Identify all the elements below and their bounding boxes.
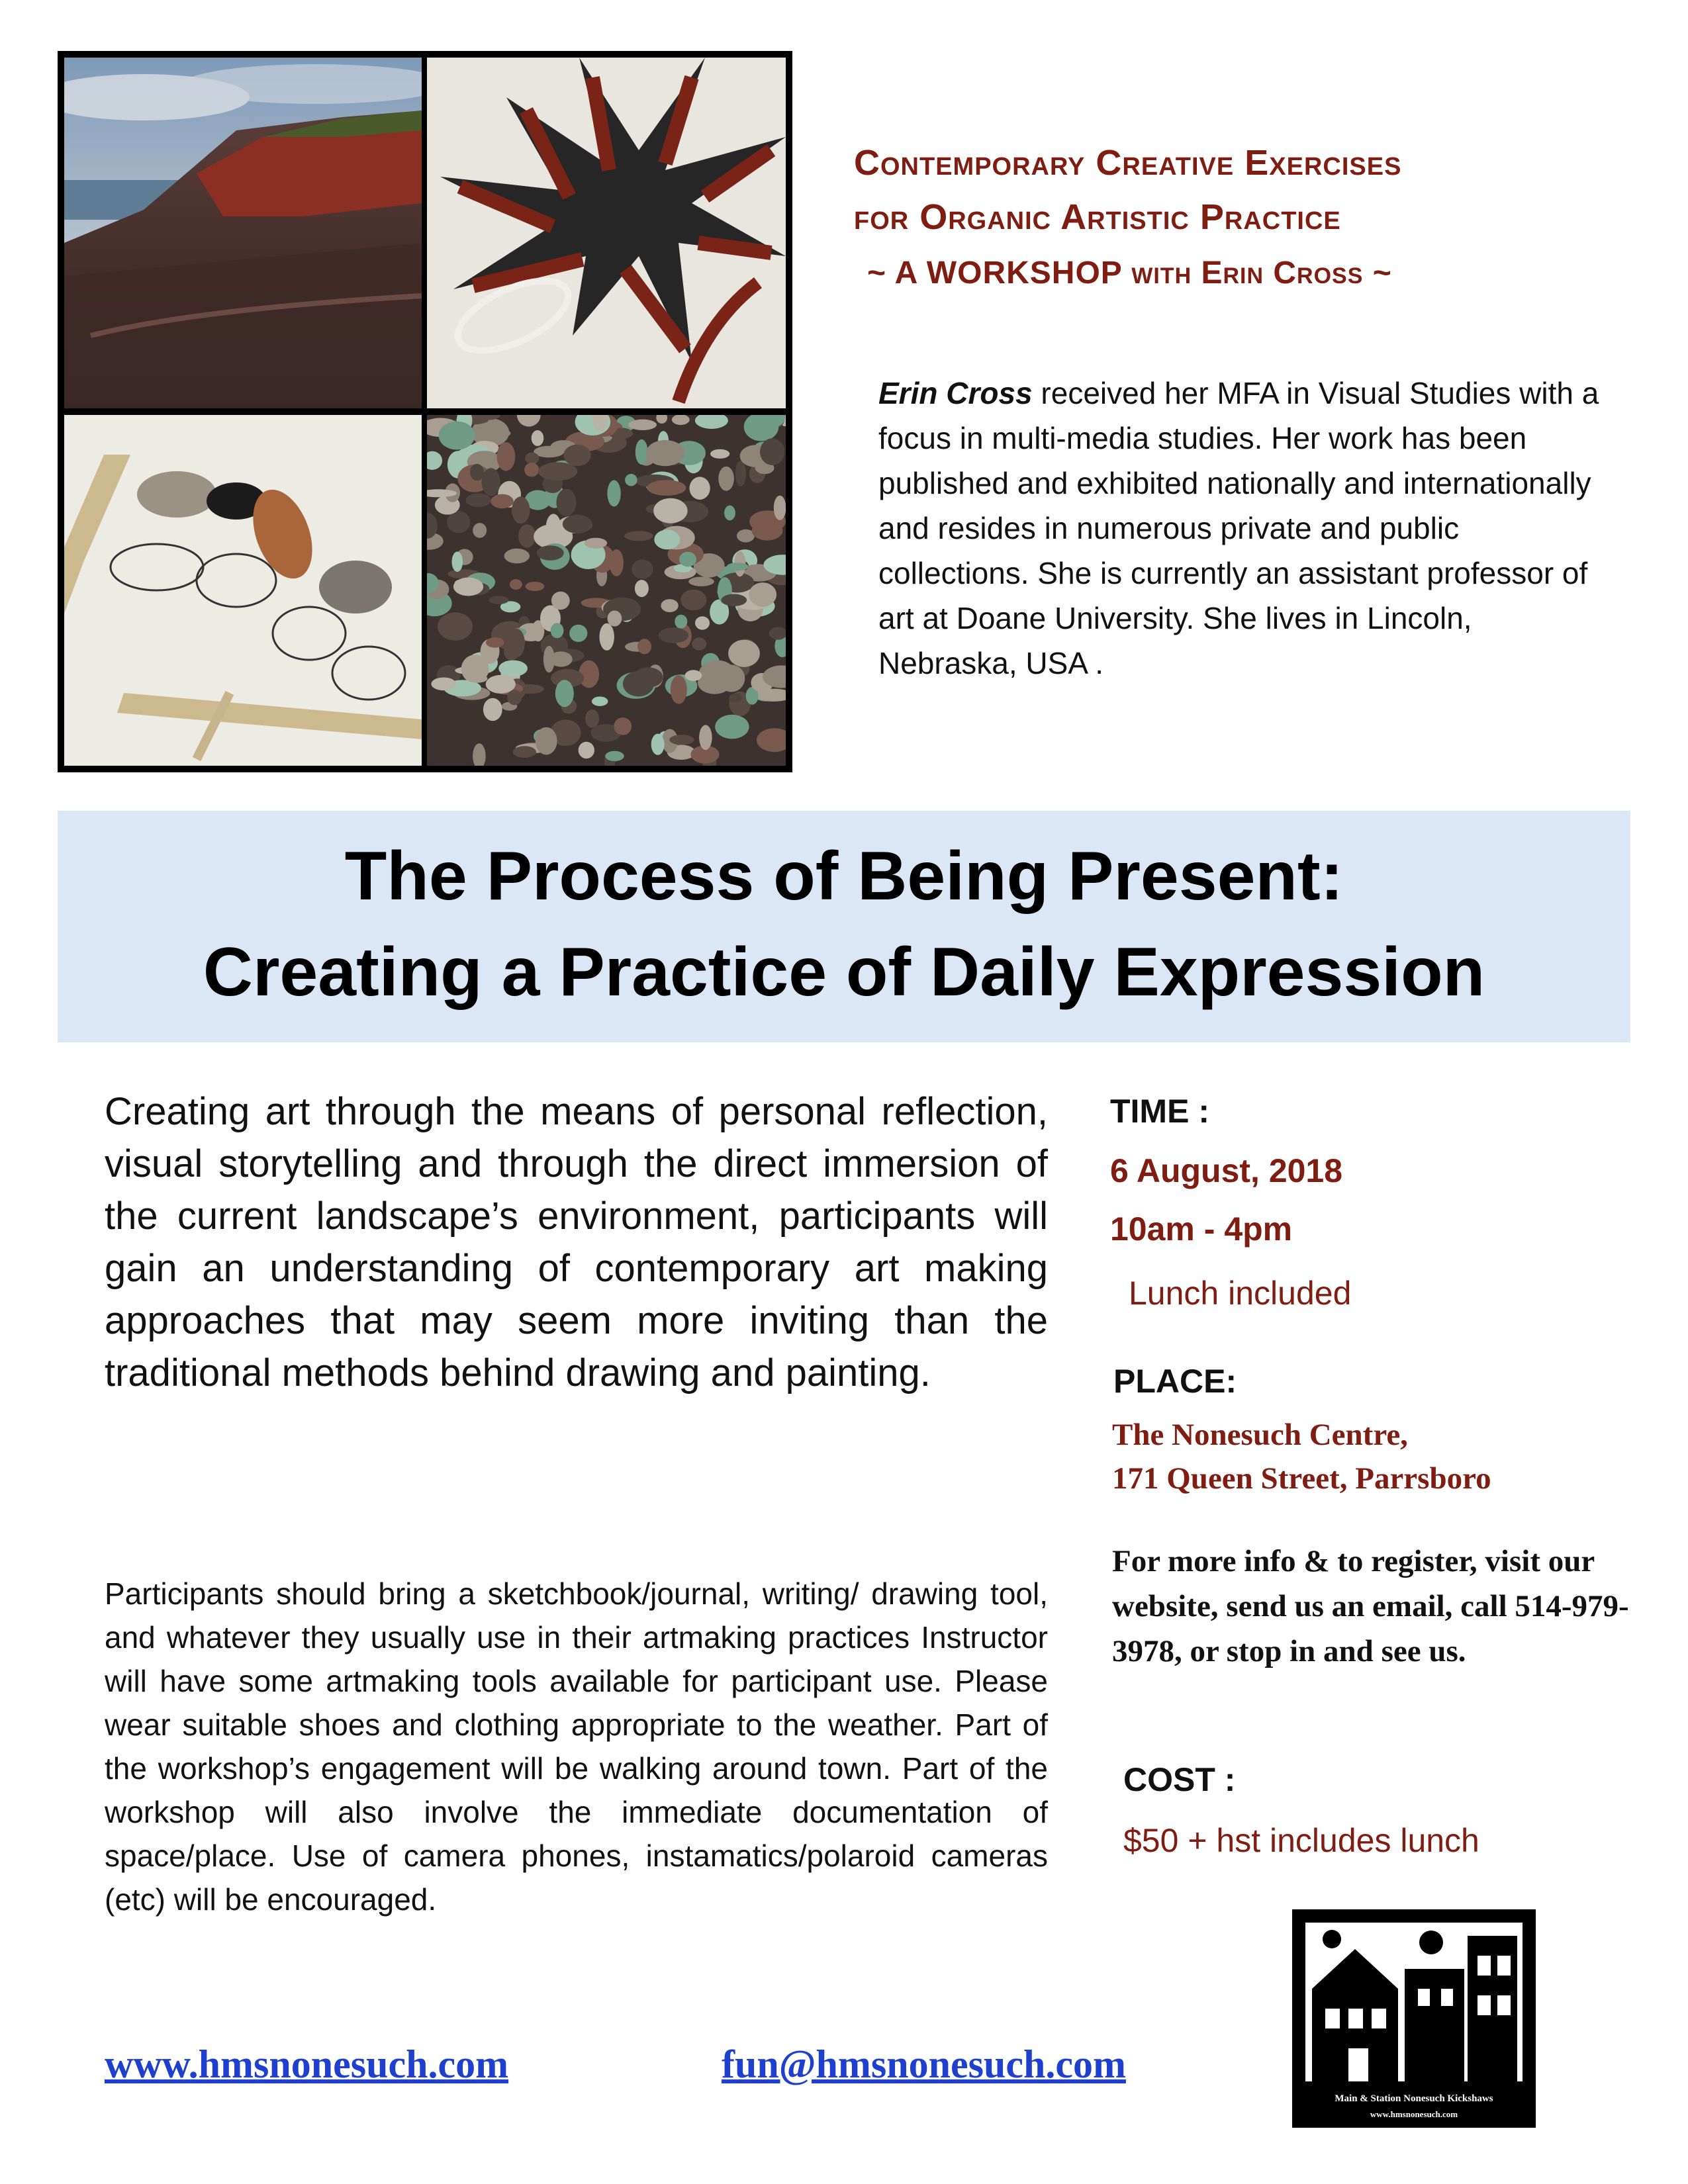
pebble [635,580,649,597]
pebble [646,440,685,466]
workshop-series-title [854,136,1648,244]
pebble [722,594,747,606]
pebble [585,538,607,549]
pebble [735,461,746,486]
pebble [718,467,734,491]
pebble [671,675,687,704]
pebble [651,734,665,755]
pebble [632,559,653,578]
pebble [679,552,696,567]
pebble [653,498,687,523]
pebble [633,667,663,687]
pebble [608,611,622,627]
pebble [513,746,536,758]
nonesuch-logo [1292,1909,1536,2128]
title-banner [58,811,1630,1042]
pebble [510,579,522,590]
pebble [475,428,511,439]
pebble [680,590,706,611]
banner-title-line-2: Creating a Practice of Daily Expression [203,934,1485,1011]
registration-info: For more info & to register, visit our website, send us an email, call 514-979-3978, or stop in and see us. [1112,1544,1629,1668]
pebble [483,698,502,721]
pebble [715,715,749,739]
pebble [563,515,592,533]
pebble [699,725,712,750]
cost-value: $50 + hst includes lunch [1123,1822,1479,1859]
venue-address [1112,1413,1491,1500]
pebble [688,577,714,586]
place-label: PLACE: [1113,1363,1237,1400]
pebble [727,563,749,570]
pebble [551,592,570,610]
pebble [473,523,487,538]
stones-drawing-photo [64,415,422,766]
pebble [569,625,587,642]
pebble [498,660,528,677]
pebble [486,637,504,648]
photo-collage [58,51,792,772]
pebble [605,751,624,761]
pebble [647,480,686,496]
pebble [659,627,689,643]
pebble [724,506,735,521]
pebble [482,468,500,496]
bio-text: received her MFA in Visual Studies with a focus in multi-media studies. Her work has been published and exhibited nationally and internationally and resides in numerous private and public collections. She is currently an assistant professor of art at Doane University. She lives in Lincoln, Nebraska, USA . [878,376,1599,680]
pebble [628,420,657,430]
pebble [467,674,487,683]
pebble [557,489,577,517]
pebble [452,552,463,572]
participant-instructions: Participants should bring a sketchbook/journal, writing/ drawing tool, and whatever they usually use in their artmaking practices Instructor will have some artmaking tools available for participant use. Please wear suitable shoes and clothing appropriate to the weather. Part of the workshop’s engagement will be walking around town. Part of the workshop will also involve the immediate documentation of space/place. Use of camera phones, instamatics/polaroid cameras (etc) will be encouraged. [105,1576,1048,1917]
pebble [760,438,784,465]
pebble [579,742,594,758]
pebble [614,717,632,735]
pebble [585,709,599,728]
logo-caption: Main & Station Nonesuch Kickshaws [1335,2093,1493,2104]
pebble [669,735,694,745]
pebble [526,582,545,591]
website-link[interactable]: www.hmsnonesuch.com [105,2042,509,2086]
pebble [537,545,564,561]
banner-title-line-1: The Process of Being Present: [344,838,1344,915]
instructor-name: Erin Cross [878,376,1033,410]
cost-label: COST : [1123,1761,1236,1798]
pebble [524,463,539,477]
pebble [695,616,710,629]
pebble [491,494,513,509]
pebble [465,494,491,507]
pebble [654,529,680,549]
logo-url: www.hmsnonesuch.com [1370,2109,1458,2119]
pebble [538,462,577,480]
series-title-line-1: Contemporary Creative Exercises [854,143,1402,183]
time-label: TIME : [1110,1093,1209,1130]
pebble [774,496,786,520]
workshop-subtitle: ~ A WORKSHOP with Erin Cross ~ [867,255,1392,291]
pebble [512,496,530,523]
email-link[interactable]: fun@hmsnonesuch.com [722,2042,1126,2086]
pebble [431,678,456,691]
pebble [563,445,590,467]
pebble [685,670,702,681]
pebble [497,442,516,471]
pebble [532,430,544,446]
pebble [635,439,648,465]
pebble [707,662,719,684]
pebble [600,623,614,651]
workshop-hours: 10am - 4pm [1110,1210,1293,1248]
pebble [536,727,557,755]
pebble [710,449,729,459]
pebble [549,651,573,666]
pebble [508,629,525,658]
venue-name: The Nonesuch Centre, [1112,1418,1408,1452]
pebble [675,615,687,629]
pebble [607,480,620,507]
abstract-drawing-photo [427,58,786,408]
pebbles-photo [427,415,786,766]
pebble [692,637,706,650]
pebble [470,464,484,480]
pebble [661,599,678,612]
building-illustration [1292,1909,1536,2088]
workshop-date: 6 August, 2018 [1110,1152,1343,1189]
pebble [728,640,760,667]
pebble [729,694,742,702]
pebble [637,639,651,654]
pebble [551,623,564,638]
pebble [592,697,608,706]
pebble [525,453,539,465]
lunch-note: Lunch included [1129,1275,1352,1312]
pebble [453,578,483,596]
pebble [690,477,710,500]
pebble [507,690,522,705]
shoreline-photo [64,58,422,408]
series-title-line-2: for Organic Artistic Practice [854,197,1341,237]
pebble [555,680,574,707]
pebble [489,596,509,604]
pebble [752,521,783,541]
venue-street: 171 Queen Street, Parrsboro [1112,1461,1491,1496]
pebble [624,531,653,541]
pebble [504,549,530,564]
instructor-bio [878,371,1613,686]
pebble [439,422,475,450]
pebble [438,612,473,641]
workshop-description: Creating art through the means of personal reflection, visual storytelling and through the direct immersion of the current landscape’s environment, participants will gain an understanding of contemporary art making approaches that may seem more inviting than the traditional methods behind drawing and painting. [105,1090,1048,1394]
pebble [749,582,776,607]
pebble [625,474,637,486]
pebble [518,524,536,547]
